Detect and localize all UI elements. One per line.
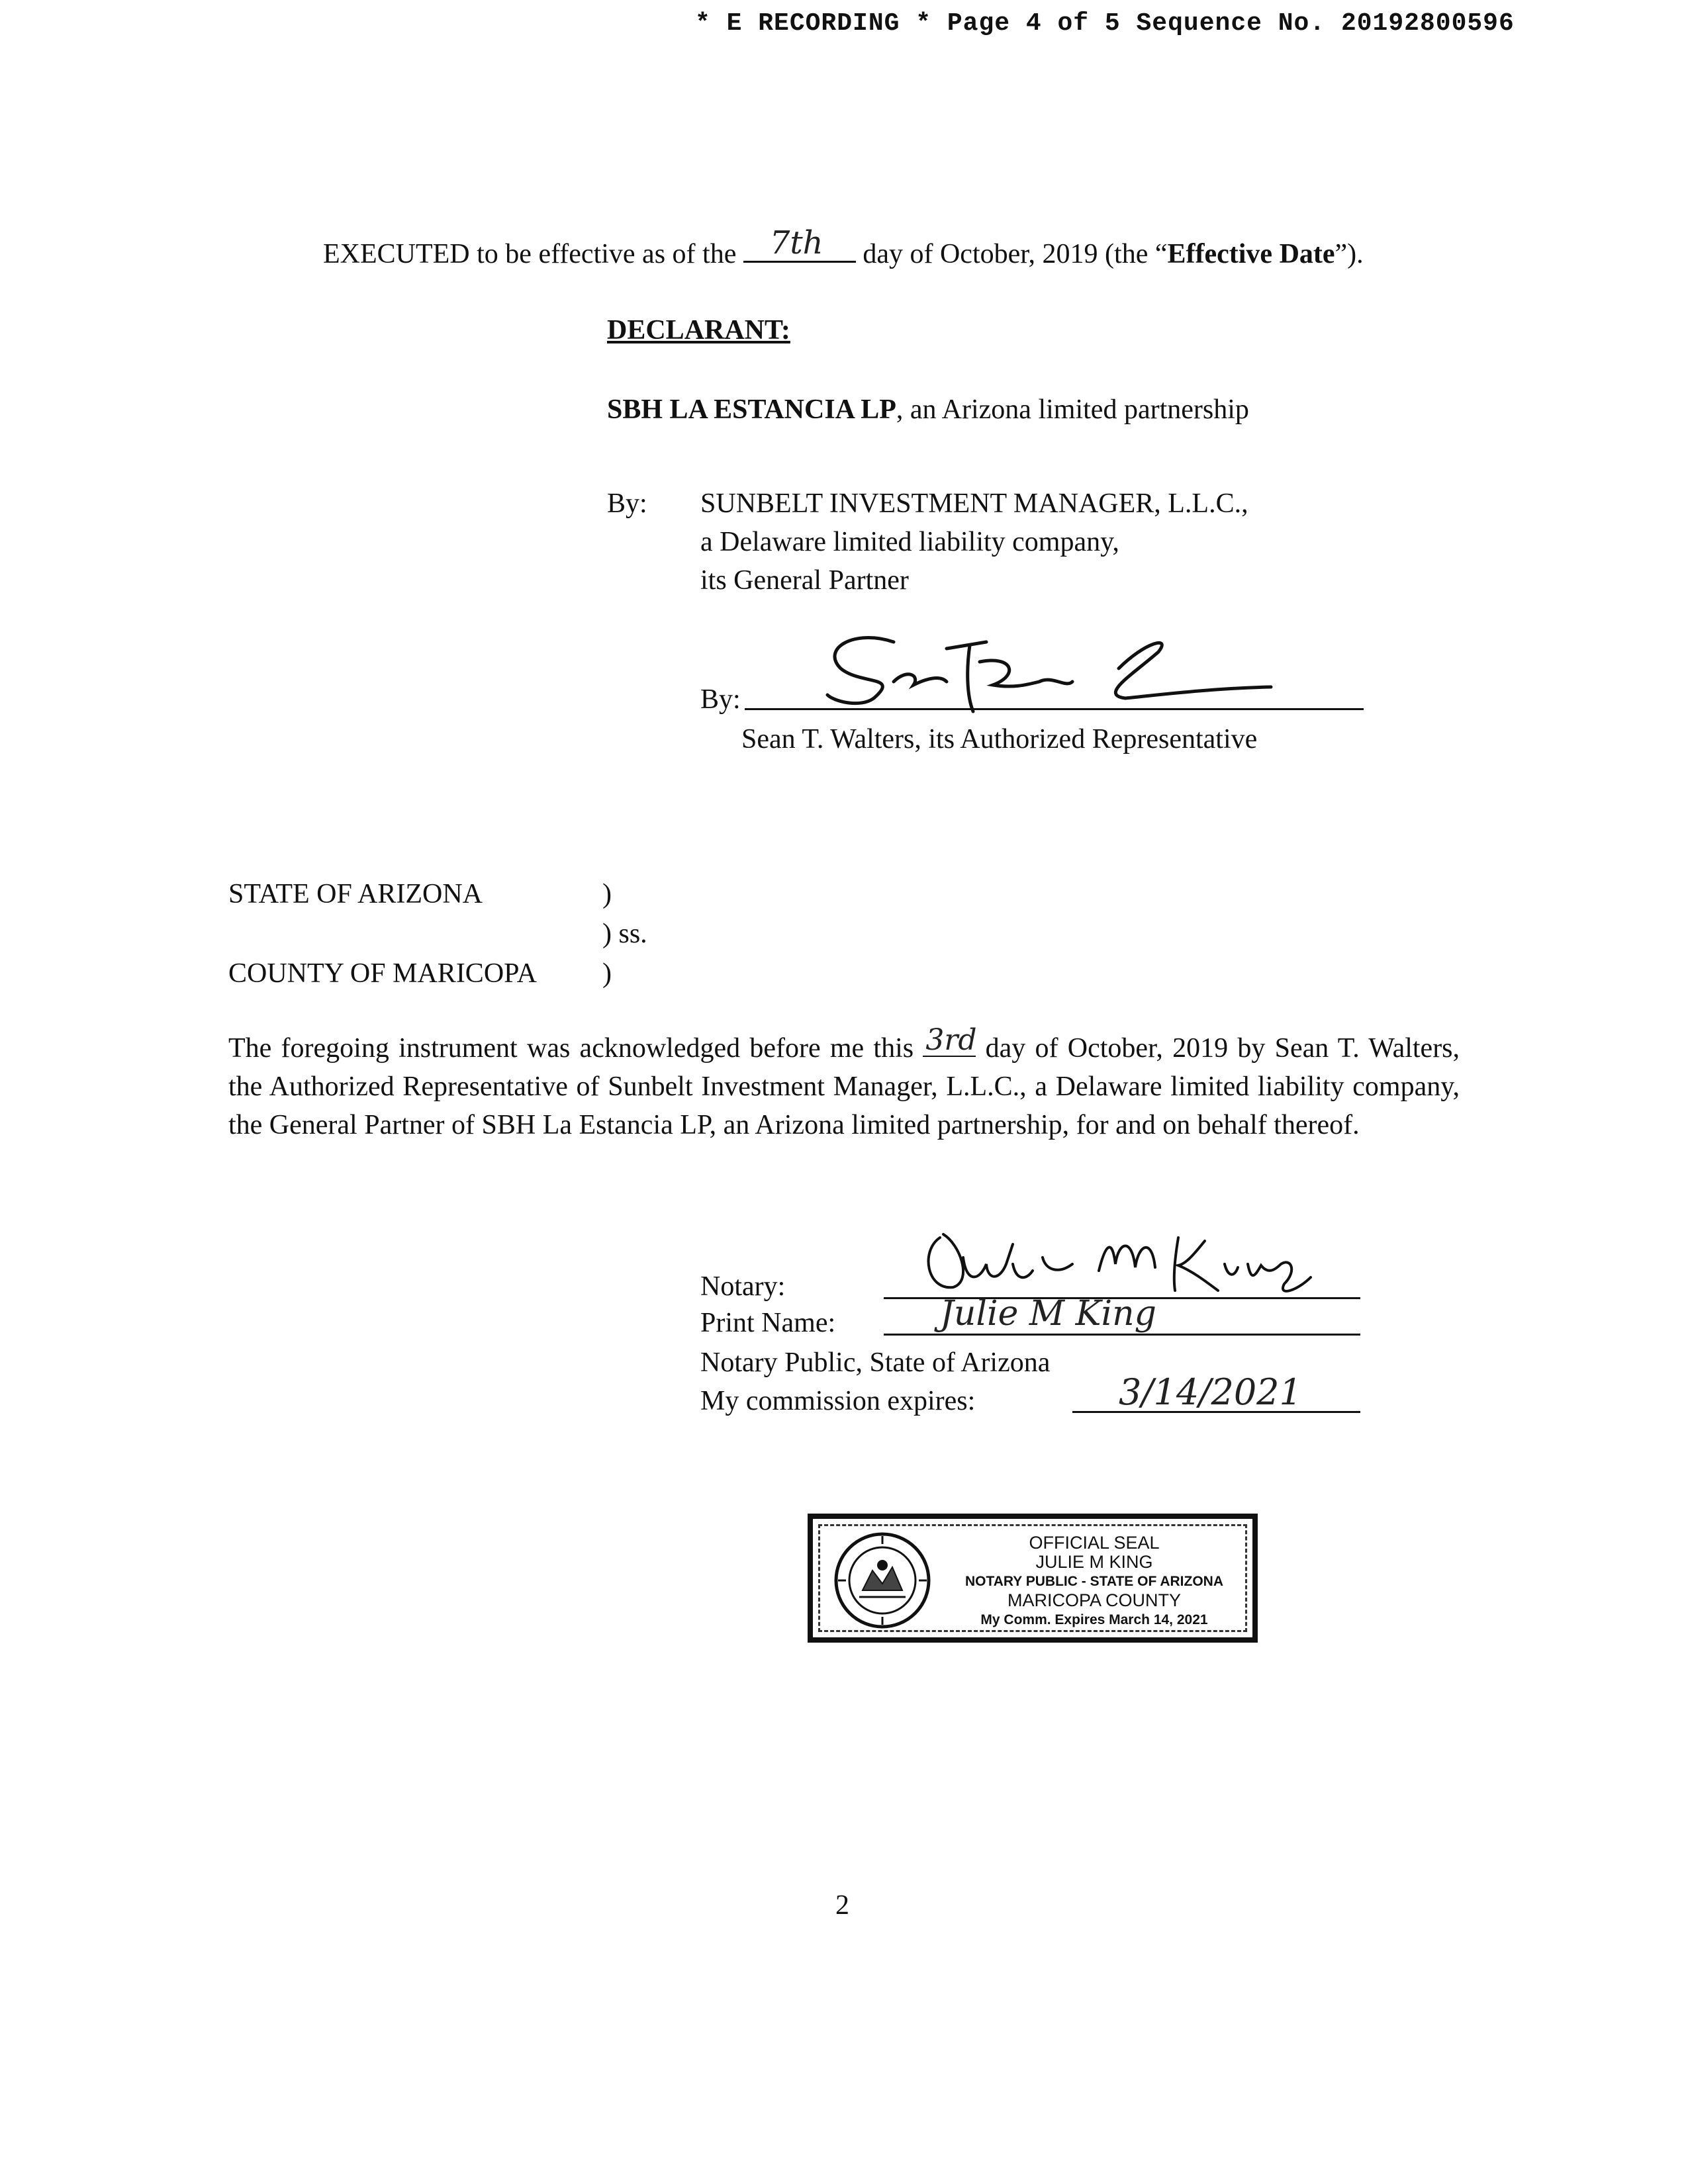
- execution-line: [323, 224, 1364, 273]
- gp-line-3: its General Partner: [700, 565, 909, 596]
- seal-line-1: OFFICIAL SEAL: [1029, 1533, 1160, 1553]
- commission-handwritten: 3/14/2021: [1119, 1371, 1302, 1413]
- execution-day-blank: [743, 224, 856, 263]
- seal-text-block: [949, 1533, 1240, 1629]
- gp-line-2: a Delaware limited liability company,: [700, 527, 1119, 557]
- print-name-handwritten: Julie M King: [940, 1294, 1156, 1334]
- ack-day-handwritten: 3rd: [925, 1023, 977, 1057]
- declarant-entity-desc: , an Arizona limited partnership: [896, 394, 1249, 425]
- print-name-line: [884, 1334, 1360, 1336]
- signature-julie-king: [914, 1218, 1337, 1304]
- venue-paren-3: ): [602, 958, 612, 989]
- notary-label: Notary:: [700, 1271, 786, 1302]
- execution-prefix: EXECUTED to be effective as of the: [323, 239, 737, 269]
- acknowledgment-paragraph: [228, 1023, 1460, 1144]
- seal-line-2: JULIE M KING: [1035, 1552, 1153, 1572]
- print-name-label: Print Name:: [700, 1308, 836, 1338]
- signature-sean-walters: [814, 622, 1278, 721]
- seal-line-5: My Comm. Expires March 14, 2021: [980, 1612, 1208, 1627]
- venue-ss: ) ss.: [602, 919, 647, 949]
- ack-day-blank: [923, 1023, 977, 1057]
- declarant-entity: [607, 390, 1249, 429]
- effective-date-label: Effective Date: [1167, 239, 1335, 269]
- declarant-heading: DECLARANT:: [607, 315, 790, 345]
- gp-by-label: By:: [607, 488, 647, 519]
- ack-text-before: The foregoing instrument was acknowledged before me this: [228, 1033, 914, 1064]
- page-number: 2: [835, 1890, 849, 1921]
- recording-header: * E RECORDING * Page 4 of 5 Sequence No. 20192800596: [695, 9, 1515, 38]
- declarant-entity-name: SBH LA ESTANCIA LP: [607, 394, 896, 425]
- venue-state: STATE OF ARIZONA: [228, 879, 483, 909]
- notary-seal-stamp: [808, 1514, 1258, 1643]
- arizona-state-seal-emblem: [833, 1531, 932, 1630]
- signer-by-label: By:: [700, 684, 741, 715]
- venue-paren-1: ): [602, 879, 612, 909]
- gp-line-1: SUNBELT INVESTMENT MANAGER, L.L.C.,: [700, 488, 1248, 519]
- execution-suffix: day of October, 2019 (the “Effective Date”).: [863, 239, 1364, 269]
- seal-line-4: MARICOPA COUNTY: [1007, 1590, 1182, 1610]
- ack-text-after: day of October, 2019 by Sean T. Walters, the Authorized Representative of Sunbelt Investment Manager, L.L.C., a Delaware limited liability company, the General Partner of SBH La Estancia LP, an Arizona limited partnership, for and on behalf thereof.: [228, 1033, 1460, 1140]
- venue-county: COUNTY OF MARICOPA: [228, 958, 537, 989]
- seal-line-3: NOTARY PUBLIC - STATE OF ARIZONA: [964, 1574, 1224, 1589]
- execution-day-handwritten: 7th: [769, 224, 823, 261]
- notary-public-line: Notary Public, State of Arizona: [700, 1347, 1051, 1378]
- commission-label: My commission expires:: [700, 1386, 976, 1416]
- signer-caption: Sean T. Walters, its Authorized Representative: [741, 724, 1258, 754]
